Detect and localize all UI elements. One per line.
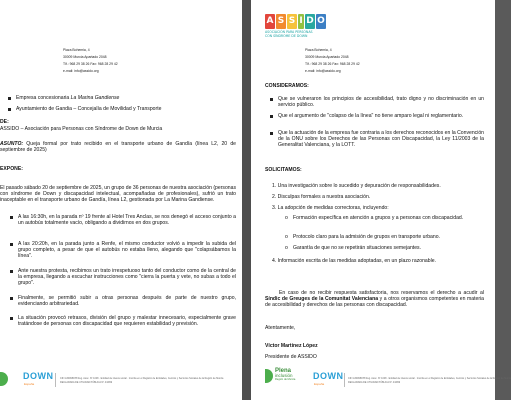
consideration-item: Que la actuación de la empresa fue contraria a los derechos reconocidos en la Convención de la ONU sobre los Derechos de las Personas con Discapacidad, la Ley 11/2003 de la Generalitat Valenciana, y la LOTT. bbox=[278, 130, 484, 149]
address-street: Plaza Bohemia, 4 bbox=[305, 48, 332, 52]
assido-logo bbox=[265, 14, 327, 29]
address-block bbox=[63, 47, 118, 75]
intro-paragraph: El pasado sábado 20 de septiembre de 2025, un grupo de 36 personas de nuestra asociación (personas con síndrome de Down y discapacidad intelectual, acompañadas de profesionales), sufrió un trato inaceptable en el transporte urbano de Gandía, línea L2, gestionada por La Marina Gandiense. bbox=[0, 185, 236, 204]
sub-request-item: Formación específica en atención a grupos y a personas con discapacidad. bbox=[293, 215, 464, 221]
bullet-icon bbox=[10, 270, 13, 273]
list-item: Finalmente, se permitió subir a otras personas después de parte de nuestro grupo, evidenciando arbitrariedad. bbox=[18, 295, 236, 308]
plena-text: Plena bbox=[275, 368, 292, 375]
bullet-icon bbox=[10, 297, 13, 300]
down-espana-logo bbox=[23, 371, 54, 381]
bullet-icon bbox=[10, 216, 13, 219]
logo-letter-d: D bbox=[305, 14, 315, 29]
subject-text: Queja formal por trato recibido en el transporte urbano de Gandía (línea L2, 20 de septiembre de 2025) bbox=[0, 141, 236, 154]
request-item: 4. Información escrita de las medidas adoptadas, en un plazo razonable. bbox=[272, 258, 436, 264]
recipient-1: Empresa concesionaria La Marina Gandiense bbox=[16, 95, 120, 101]
footer-divider bbox=[344, 373, 345, 387]
closing-paragraph bbox=[265, 290, 484, 309]
bullet-icon bbox=[270, 132, 273, 135]
signer-name: Víctor Martínez López bbox=[265, 343, 318, 349]
address-city: 30009 Murcia Apartado 2048 bbox=[63, 55, 107, 59]
signer-role: Presidente de ASSIDO bbox=[265, 354, 317, 360]
footer-line-1: CIF G30068078 Reg. Asoc. Nº 1048 · Entidad de interés social · Inscrita en el Registro de Entidades, Centros y Servicios Sociales de la Región de Murcia bbox=[348, 377, 511, 380]
request-item: 2. Disculpas formales a nuestra asociación. bbox=[272, 194, 371, 200]
circle-bullet-icon: o bbox=[285, 245, 288, 251]
address-phone: Tlf.: 968 29 38 26 Fax: 968 28 29 42 bbox=[305, 62, 360, 66]
down-logo-sub: España bbox=[314, 382, 325, 386]
consideration-item: Que el argumento de "colapso de la línea" no tiene amparo legal ni reglamentario. bbox=[278, 113, 464, 119]
salutation: Atentamente, bbox=[265, 325, 296, 331]
recipient-2: Ayuntamiento de Gandia – Concejalía de Movilidad y Transporte bbox=[16, 106, 162, 112]
address-city: 30009 Murcia Apartado 2048 bbox=[305, 55, 349, 59]
closing-text: En caso de no recibir respuesta satisfactoria, nos reservamos el derecho a acudir al bbox=[279, 290, 484, 296]
consideration-item: Que se vulneraron los principios de accesibilidad, trato digno y no discriminación en un servicio público. bbox=[278, 96, 484, 109]
bullet-icon bbox=[10, 317, 13, 320]
down-logo-sub: España bbox=[24, 382, 35, 386]
address-email: e-mail: info@assido.org bbox=[305, 69, 341, 73]
bullet-icon bbox=[270, 115, 273, 118]
footer-line-2: DECLARADA DE UTILIDAD PÚBLICA Nº 4/1999 bbox=[60, 381, 113, 384]
sub-request-item: Protocolo claro para la admisión de grupos en transporte urbano. bbox=[293, 234, 440, 240]
region-text: Región de Murcia bbox=[275, 378, 296, 382]
request-item: 3. La adopción de medidas correctoras, incluyendo: bbox=[272, 205, 389, 211]
expone-label: EXPONE: bbox=[0, 166, 23, 172]
from-text: ASSIDO – Asociación para Personas con Síndrome de Down de Murcia bbox=[0, 126, 163, 132]
bullet-icon bbox=[10, 243, 13, 246]
down-logo-text: DOWN bbox=[313, 371, 344, 381]
plena-inclusion-logo bbox=[0, 372, 8, 386]
logo-subtitle bbox=[265, 31, 313, 39]
list-item: A las 16:30h, en la parada nº 19 frente al Hotel Tres Anclas, se nos denegó el acceso conjunto a un autobús totalmente vacío, obligando a dividirnos en dos grupos. bbox=[18, 214, 236, 227]
footer-line-1: CIF G30068078 Reg. Asoc. Nº 1048 · Entidad de interés social · Inscrita en el Registro de Entidades, Centros y Servicios Sociales de la Región de Murcia bbox=[60, 377, 224, 380]
address-email: e-mail: info@assido.org bbox=[63, 69, 99, 73]
bullet-icon bbox=[8, 108, 11, 111]
logo-subtitle-line-1: ASOCIACIÓN PARA PERSONAS bbox=[265, 30, 313, 34]
logo-letter-s: S bbox=[276, 14, 286, 29]
circle-bullet-icon: o bbox=[285, 215, 288, 221]
footer-line-2: DECLARADA DE UTILIDAD PÚBLICA Nº 4/1999 bbox=[348, 381, 401, 384]
circle-bullet-icon: o bbox=[285, 234, 288, 240]
from-label: DE: bbox=[0, 119, 9, 125]
footer-divider bbox=[55, 373, 56, 387]
logo-letter-a: A bbox=[265, 14, 275, 29]
sub-request-item: Garantía de que no se repetirán situaciones semejantes. bbox=[293, 245, 421, 251]
address-block bbox=[305, 47, 360, 75]
solicitamos-label: SOLICITAMOS: bbox=[265, 167, 302, 173]
down-espana-logo bbox=[313, 371, 344, 381]
list-item: La situación provocó retrasos, división del grupo y malestar innecesario, especialmente grave tratándose de personas con discapacidad que requieren estabilidad y previsión. bbox=[18, 315, 236, 328]
plena-leaf-icon bbox=[265, 369, 273, 383]
list-item: Ante nuestra protesta, recibimos un trato irrespetuoso tanto del conductor como de la central de la empresa, llegando a escuchar instrucciones como "cierra la puerta y vete, no subas a todo el grupo". bbox=[18, 268, 236, 287]
logo-letter-s: S bbox=[287, 14, 297, 29]
page-1 bbox=[0, 0, 242, 400]
subject-label: ASUNTO: bbox=[0, 141, 24, 147]
list-item: A las 20:20h, en la parada junto a Renfe, el mismo conductor volvió a impedir la subida del grupo completo, a pesar de que el autobús no estaba lleno, alegando que "colapsábamos la línea". bbox=[18, 241, 236, 260]
bullet-icon bbox=[8, 97, 11, 100]
logo-letter-i: I bbox=[298, 14, 304, 29]
bullet-icon bbox=[270, 98, 273, 101]
inclusion-text: inclusión bbox=[275, 372, 293, 378]
address-street: Plaza Bohemia, 4 bbox=[63, 48, 90, 52]
consideramos-label: CONSIDERAMOS: bbox=[265, 83, 309, 89]
page-2 bbox=[251, 0, 511, 400]
down-logo-text: DOWN bbox=[23, 371, 54, 381]
address-phone: Tlf.: 968 29 38 26 Fax: 968 28 29 42 bbox=[63, 62, 118, 66]
logo-subtitle-line-2: CON SÍNDROME DE DOWN bbox=[265, 33, 308, 38]
page-gap bbox=[242, 0, 251, 400]
subject bbox=[0, 141, 236, 153]
logo-letter-o: O bbox=[316, 14, 326, 29]
plena-inclusion-logo bbox=[265, 369, 295, 383]
closing-text-end: y a otros organismos competentes en materia de accesibilidad y derechos de las personas con discapacidad. bbox=[265, 296, 484, 309]
closing-bold: Síndic de Greuges de la Comunitat Valenciana bbox=[265, 296, 379, 303]
request-item: 1. Una investigación sobre lo sucedido y depuración de responsabilidades. bbox=[272, 183, 441, 189]
plena-leaf-icon bbox=[0, 372, 8, 386]
